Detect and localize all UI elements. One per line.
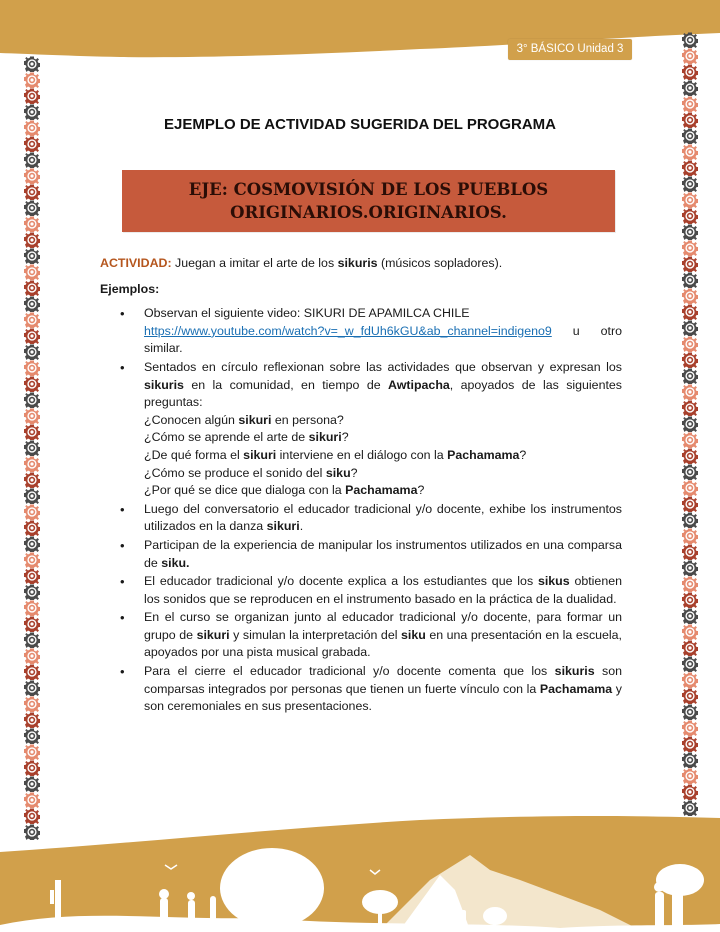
- andean-gear-icon: [24, 536, 40, 552]
- andean-gear-icon: [682, 688, 698, 704]
- andean-gear-icon: [24, 552, 40, 568]
- list-item-text: u otro similar.: [144, 323, 622, 356]
- andean-gear-icon: [682, 752, 698, 768]
- examples-label: Ejemplos:: [100, 281, 160, 296]
- list-item: [100, 537, 622, 572]
- andean-gear-icon: [682, 160, 698, 176]
- andean-gear-icon: [682, 80, 698, 96]
- list-item: [100, 573, 622, 608]
- andean-gear-icon: [24, 728, 40, 744]
- andean-gear-icon: [682, 352, 698, 368]
- andean-gear-icon: [24, 184, 40, 200]
- andean-gear-icon: [24, 280, 40, 296]
- grade-unit-badge: 3° BÁSICO Unidad 3: [508, 39, 632, 60]
- andean-gear-icon: [24, 632, 40, 648]
- andean-gear-icon: [682, 384, 698, 400]
- list-item-text: , apoyados de las siguientes preguntas:: [144, 377, 622, 410]
- andean-gear-icon: [24, 472, 40, 488]
- andean-gear-icon: [682, 176, 698, 192]
- andean-gear-icon: [24, 376, 40, 392]
- list-item-text: En el curso se organizan junto al educador tradicional y/o docente, para formar un grupo de: [144, 610, 622, 642]
- andean-gear-icon: [24, 152, 40, 168]
- question: ¿De qué forma el sikuri interviene en el diálogo con la Pachamama?: [144, 447, 527, 462]
- andean-gear-icon: [24, 328, 40, 344]
- andean-gear-icon: [682, 576, 698, 592]
- andean-gear-icon: [682, 224, 698, 240]
- eje-title-box: [122, 170, 615, 232]
- andean-gear-icon: [682, 560, 698, 576]
- andean-gear-icon: [682, 432, 698, 448]
- page-title: EJEMPLO DE ACTIVIDAD SUGERIDA DEL PROGRAMA: [164, 116, 556, 133]
- andean-gear-icon: [682, 512, 698, 528]
- list-item-text: en una presentación en la escuela, apoyados por una pista musical grabada.: [144, 627, 623, 660]
- video-title: Observan el siguiente video: SIKURI DE APAMILCA CHILE: [144, 306, 470, 321]
- list-item-text: Luego del conversatorio el educador tradicional y/o docente, exhibe los instrumentos utilizados en la danza: [144, 501, 622, 534]
- andean-gear-icon: [24, 88, 40, 104]
- andean-gear-icon: [682, 656, 698, 672]
- andean-gear-icon: [24, 216, 40, 232]
- keyword: sikus: [537, 574, 570, 589]
- list-item-text: en la comunidad, en tiempo de: [183, 377, 389, 392]
- examples-list: [100, 305, 622, 716]
- list-item-text: .: [299, 519, 304, 534]
- list-item-text: y simulan la interpretación del: [229, 627, 401, 642]
- list-item-text: y son ceremoniales en sus presentaciones.: [144, 681, 622, 714]
- andean-gear-icon: [24, 456, 40, 472]
- list-item-text: Para el cierre el educador tradicional y/o docente comenta que los: [144, 664, 555, 679]
- andean-gear-icon: [682, 336, 698, 352]
- andean-gear-icon: [24, 200, 40, 216]
- andean-gear-icon: [24, 344, 40, 360]
- andean-gear-icon: [682, 96, 698, 112]
- andean-gear-icon: [24, 712, 40, 728]
- andean-gear-icon: [682, 288, 698, 304]
- andean-gear-icon: [24, 440, 40, 456]
- andean-gear-icon: [682, 64, 698, 80]
- list-item: [100, 501, 622, 536]
- andean-gear-icon: [24, 72, 40, 88]
- andean-gear-icon: [682, 272, 698, 288]
- andean-gear-icon: [682, 704, 698, 720]
- andean-gear-icon: [24, 408, 40, 424]
- andean-gear-icon: [682, 672, 698, 688]
- list-item-text: El educador tradicional y/o docente explica a los estudiantes que los: [144, 574, 538, 589]
- list-item-text: Participan de la experiencia de manipular los instrumentos utilizados en una comparsa de: [144, 537, 622, 570]
- question: ¿Por qué se dice que dialoga con la Pachamama?: [144, 483, 425, 498]
- andean-gear-icon: [24, 520, 40, 536]
- right-decorative-border: [680, 32, 700, 816]
- andean-gear-icon: [682, 208, 698, 224]
- andean-gear-icon: [682, 544, 698, 560]
- andean-gear-icon: [682, 320, 698, 336]
- andean-gear-icon: [682, 144, 698, 160]
- list-item: [100, 609, 622, 662]
- list-item-text: son comparsas integrados por personas que tienen un fuerte vínculo con la: [144, 664, 623, 696]
- andean-gear-icon: [24, 264, 40, 280]
- keyword: sikuris: [554, 664, 595, 679]
- activity-text: Juegan a imitar el arte de los: [171, 256, 338, 270]
- activity-keyword: sikuris: [337, 256, 378, 270]
- andean-gear-icon: [24, 56, 40, 72]
- andean-gear-icon: [24, 744, 40, 760]
- list-item: [100, 305, 622, 358]
- keyword: siku.: [161, 555, 190, 570]
- list-item: [100, 663, 622, 716]
- list-item-text: obtienen los sonidos que se reproducen en el instrumento basado en la práctica de la dualidad.: [144, 574, 622, 606]
- andean-gear-icon: [682, 528, 698, 544]
- activity-text-end: (músicos sopladores).: [377, 256, 503, 270]
- andean-gear-icon: [24, 584, 40, 600]
- keyword: sikuri: [266, 519, 300, 534]
- andean-gear-icon: [24, 392, 40, 408]
- list-item: [100, 359, 622, 500]
- keyword: sikuri: [196, 627, 230, 642]
- andean-gear-icon: [682, 720, 698, 736]
- eje-title-line1: EJE: COSMOVISIÓN DE LOS PUEBLOS: [188, 180, 549, 199]
- andean-gear-icon: [24, 600, 40, 616]
- andean-gear-icon: [24, 136, 40, 152]
- andean-gear-icon: [24, 312, 40, 328]
- andean-gear-icon: [24, 424, 40, 440]
- question: ¿Cómo se produce el sonido del siku?: [144, 465, 358, 480]
- eje-title-line2: ORIGINARIOS.ORIGINARIOS.: [230, 203, 507, 222]
- keyword: Pachamama: [539, 681, 613, 696]
- andean-gear-icon: [682, 496, 698, 512]
- andean-gear-icon: [24, 648, 40, 664]
- andean-gear-icon: [24, 696, 40, 712]
- video-link[interactable]: https://www.youtube.com/watch?v=_w_fdUh6kGU&ab_channel=indigeno9: [144, 323, 552, 338]
- andean-gear-icon: [682, 304, 698, 320]
- keyword: sikuris: [144, 377, 184, 392]
- andean-gear-icon: [682, 416, 698, 432]
- andean-gear-icon: [682, 640, 698, 656]
- footer-landscape-illustration: [0, 780, 720, 932]
- andean-gear-icon: [682, 608, 698, 624]
- andean-gear-icon: [682, 736, 698, 752]
- andean-gear-icon: [24, 504, 40, 520]
- andean-gear-icon: [24, 760, 40, 776]
- andean-gear-icon: [24, 664, 40, 680]
- andean-gear-icon: [24, 488, 40, 504]
- andean-gear-icon: [24, 248, 40, 264]
- andean-gear-icon: [682, 48, 698, 64]
- andean-gear-icon: [682, 256, 698, 272]
- list-item-text: Sentados en círculo reflexionan sobre las actividades que observan y expresan los: [144, 359, 622, 374]
- activity-description: [100, 255, 622, 273]
- andean-gear-icon: [682, 32, 698, 48]
- andean-gear-icon: [682, 624, 698, 640]
- left-decorative-border: [22, 56, 42, 840]
- keyword: Awtipacha: [388, 377, 450, 392]
- question: ¿Conocen algún sikuri en persona?: [144, 412, 344, 427]
- andean-gear-icon: [682, 592, 698, 608]
- keyword: siku: [401, 627, 426, 642]
- andean-gear-icon: [682, 448, 698, 464]
- activity-label: ACTIVIDAD:: [100, 256, 172, 270]
- question: ¿Cómo se aprende el arte de sikuri?: [144, 430, 349, 445]
- andean-gear-icon: [682, 400, 698, 416]
- andean-gear-icon: [682, 464, 698, 480]
- andean-gear-icon: [682, 480, 698, 496]
- andean-gear-icon: [682, 240, 698, 256]
- andean-gear-icon: [24, 568, 40, 584]
- activity-content: [100, 255, 622, 717]
- andean-gear-icon: [24, 232, 40, 248]
- andean-gear-icon: [682, 192, 698, 208]
- andean-gear-icon: [24, 616, 40, 632]
- andean-gear-icon: [24, 360, 40, 376]
- andean-gear-icon: [24, 296, 40, 312]
- andean-gear-icon: [24, 168, 40, 184]
- andean-gear-icon: [682, 368, 698, 384]
- andean-gear-icon: [24, 680, 40, 696]
